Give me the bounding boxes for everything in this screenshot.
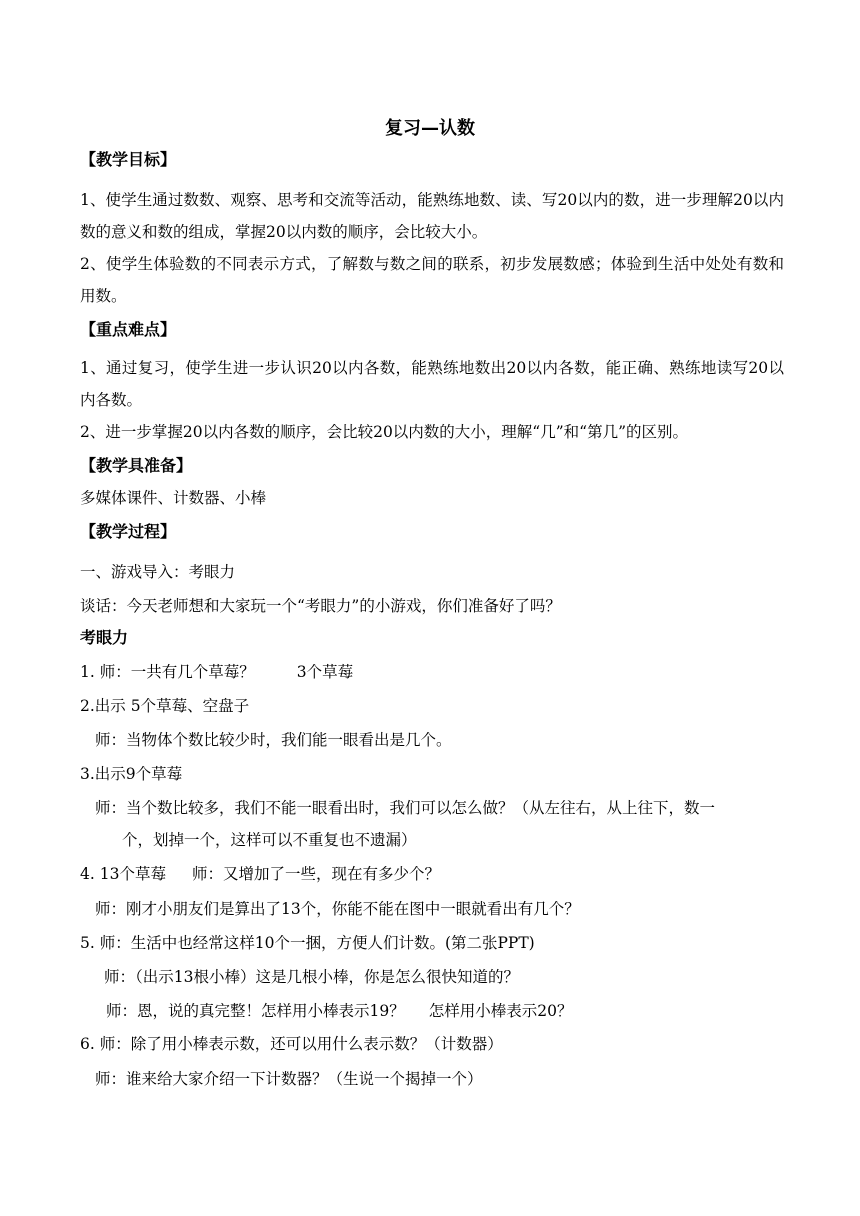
step-1-answer: 3个草莓 — [296, 663, 354, 681]
step-4-teacher-2: 师：刚才小朋友们是算出了13个，你能不能在图中一眼就看出有几个？ — [95, 900, 580, 918]
step-4-label: 4. 13个草莓 — [80, 865, 166, 883]
step-3-teacher-line-2: 个，划掉一个，这样可以不重复也不遗漏） — [122, 831, 417, 849]
step-5: 5. 师：生活中也经常这样10个一捆，方便人们计数。(第二张PPT) — [80, 934, 535, 952]
document-title: 复习—认数 — [385, 118, 475, 139]
step-5-teacher-2 — [106, 1000, 572, 1022]
materials-heading: 【教学具准备】 — [80, 456, 193, 475]
goals-item-1: 1、使学生通过数数、观察、思考和交流等活动，能熟练地数、读、写20以内的数，进一步理解20以内数的意义和数的组成，掌握20以内数的顺序，会比较大小。 — [80, 191, 784, 241]
goals-heading: 【教学目标】 — [80, 150, 177, 169]
step-4 — [80, 863, 440, 885]
process-heading: 【教学过程】 — [80, 522, 177, 541]
process-intro: 一、游戏导入：考眼力 — [80, 563, 236, 581]
step-6: 6. 师：除了用小棒表示数，还可以用什么表示数？（计数器） — [80, 1035, 503, 1053]
step-2-teacher: 师：当物体个数比较少时，我们能一眼看出是几个。 — [95, 731, 452, 749]
step-1-question: 1. 师：一共有几个草莓？ — [80, 663, 255, 681]
materials-text: 多媒体课件、计数器、小棒 — [80, 489, 267, 507]
key-points-item-1: 1、通过复习，使学生进一步认识20以内各数，能熟练地数出20以内各数，能正确、熟练地读写20以内各数。 — [80, 359, 784, 409]
step-3-teacher-line-1: 师：当个数比较多，我们不能一眼看出时，我们可以怎么做？（从左往右，从上往下，数一 — [95, 799, 716, 817]
step-5-teacher-1: 师：（出示13根小棒）这是几根小棒，你是怎么很快知道的？ — [104, 968, 519, 986]
step-2: 2.出示 5个草莓、空盘子 — [80, 697, 250, 715]
process-subheading: 考眼力 — [80, 628, 129, 647]
goals-item-2: 2、使学生体验数的不同表示方式，了解数与数之间的联系，初步发展数感；体验到生活中处处有数和用数。 — [80, 255, 784, 305]
step-5-teacher-2a: 师：恩，说的真完整！怎样用小棒表示19？ — [106, 1002, 405, 1020]
process-talk: 谈话：今天老师想和大家玩一个“考眼力”的小游戏，你们准备好了吗？ — [80, 597, 561, 615]
step-4-teacher: 师：又增加了一些，现在有多少个？ — [191, 865, 440, 883]
key-points-item-2: 2、进一步掌握20以内各数的顺序，会比较20以内数的大小，理解“几”和“第几”的区别。 — [80, 423, 689, 441]
step-3: 3.出示9个草莓 — [80, 765, 183, 783]
step-5-teacher-2b: 怎样用小棒表示20？ — [428, 1002, 573, 1020]
key-points-heading: 【重点难点】 — [80, 320, 177, 339]
step-6-teacher: 师：谁来给大家介绍一下计数器？（生说一个揭掉一个） — [95, 1070, 483, 1088]
step-1 — [80, 661, 353, 683]
